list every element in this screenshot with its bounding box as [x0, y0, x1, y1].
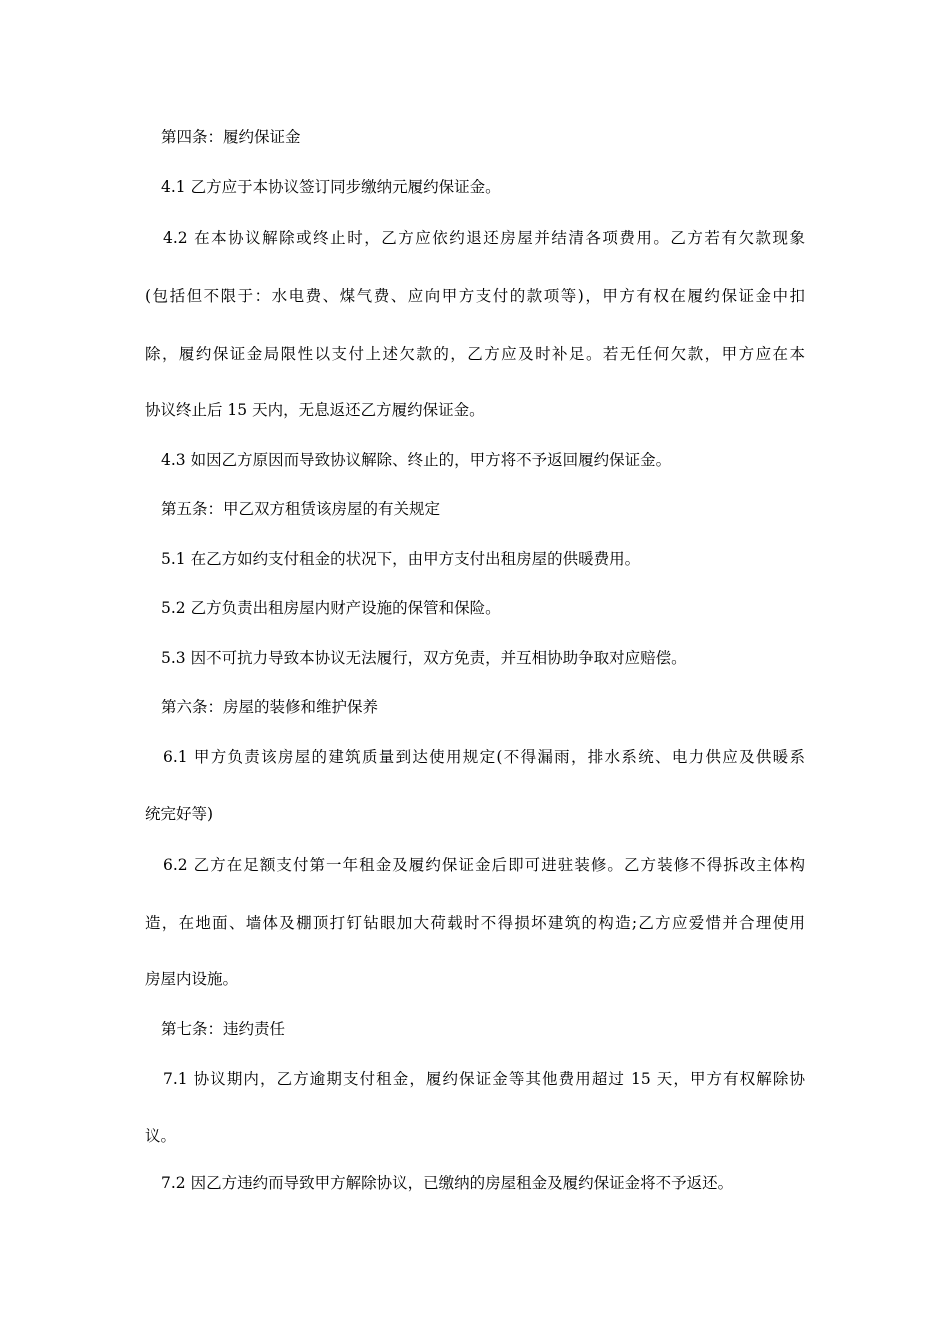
clause-6-1-line-1: 6.1 甲方负责该房屋的建筑质量到达使用规定(不得漏雨，排水系统、电力供应及供暖系	[163, 748, 805, 766]
clause-4-1: 4.1 乙方应于本协议签订同步缴纳元履约保证金。	[161, 178, 501, 196]
clause-4-2-line-3: 除，履约保证金局限性以支付上述欠款的，乙方应及时补足。若无任何欠款，甲方应在本	[145, 345, 805, 363]
clause-4-3: 4.3 如因乙方原因而导致协议解除、终止的，甲方将不予返回履约保证金。	[161, 451, 672, 469]
clause-4-2-line-2: (包括但不限于：水电费、煤气费、应向甲方支付的款项等)，甲方有权在履约保证金中扣	[145, 287, 805, 305]
clause-6-2-line-3: 房屋内设施。	[145, 970, 239, 988]
clause-7-2: 7.2 因乙方违约而导致甲方解除协议，已缴纳的房屋租金及履约保证金将不予返还。	[161, 1174, 734, 1192]
clause-5-2: 5.2 乙方负责出租房屋内财产设施的保管和保险。	[161, 599, 501, 617]
clause-6-2-line-1: 6.2 乙方在足额支付第一年租金及履约保证金后即可进驻装修。乙方装修不得拆改主体构	[163, 856, 805, 874]
section-7-heading: 第七条：违约责任	[161, 1020, 286, 1038]
clause-6-2-line-2: 造，在地面、墙体及棚顶打钉钻眼加大荷载时不得损坏建筑的构造;乙方应爱惜并合理使用	[145, 914, 805, 932]
clause-7-1-line-2: 议。	[145, 1127, 177, 1145]
clause-4-2-line-1: 4.2 在本协议解除或终止时，乙方应依约退还房屋并结清各项费用。乙方若有欠款现象	[163, 229, 805, 247]
clause-5-3: 5.3 因不可抗力导致本协议无法履行，双方免责，并互相协助争取对应赔偿。	[161, 649, 687, 667]
section-6-heading: 第六条：房屋的装修和维护保养	[161, 698, 379, 716]
clause-4-2-line-4: 协议终止后 15 天内，无息返还乙方履约保证金。	[145, 401, 485, 419]
clause-7-1-line-1: 7.1 协议期内，乙方逾期支付租金，履约保证金等其他费用超过 15 天，甲方有权解除协	[163, 1070, 805, 1088]
clause-6-1-line-2: 统完好等)	[145, 805, 214, 823]
clause-5-1: 5.1 在乙方如约支付租金的状况下，由甲方支付出租房屋的供暖费用。	[161, 550, 641, 568]
section-4-heading: 第四条：履约保证金	[161, 128, 301, 146]
section-5-heading: 第五条：甲乙双方租赁该房屋的有关规定	[161, 500, 441, 518]
